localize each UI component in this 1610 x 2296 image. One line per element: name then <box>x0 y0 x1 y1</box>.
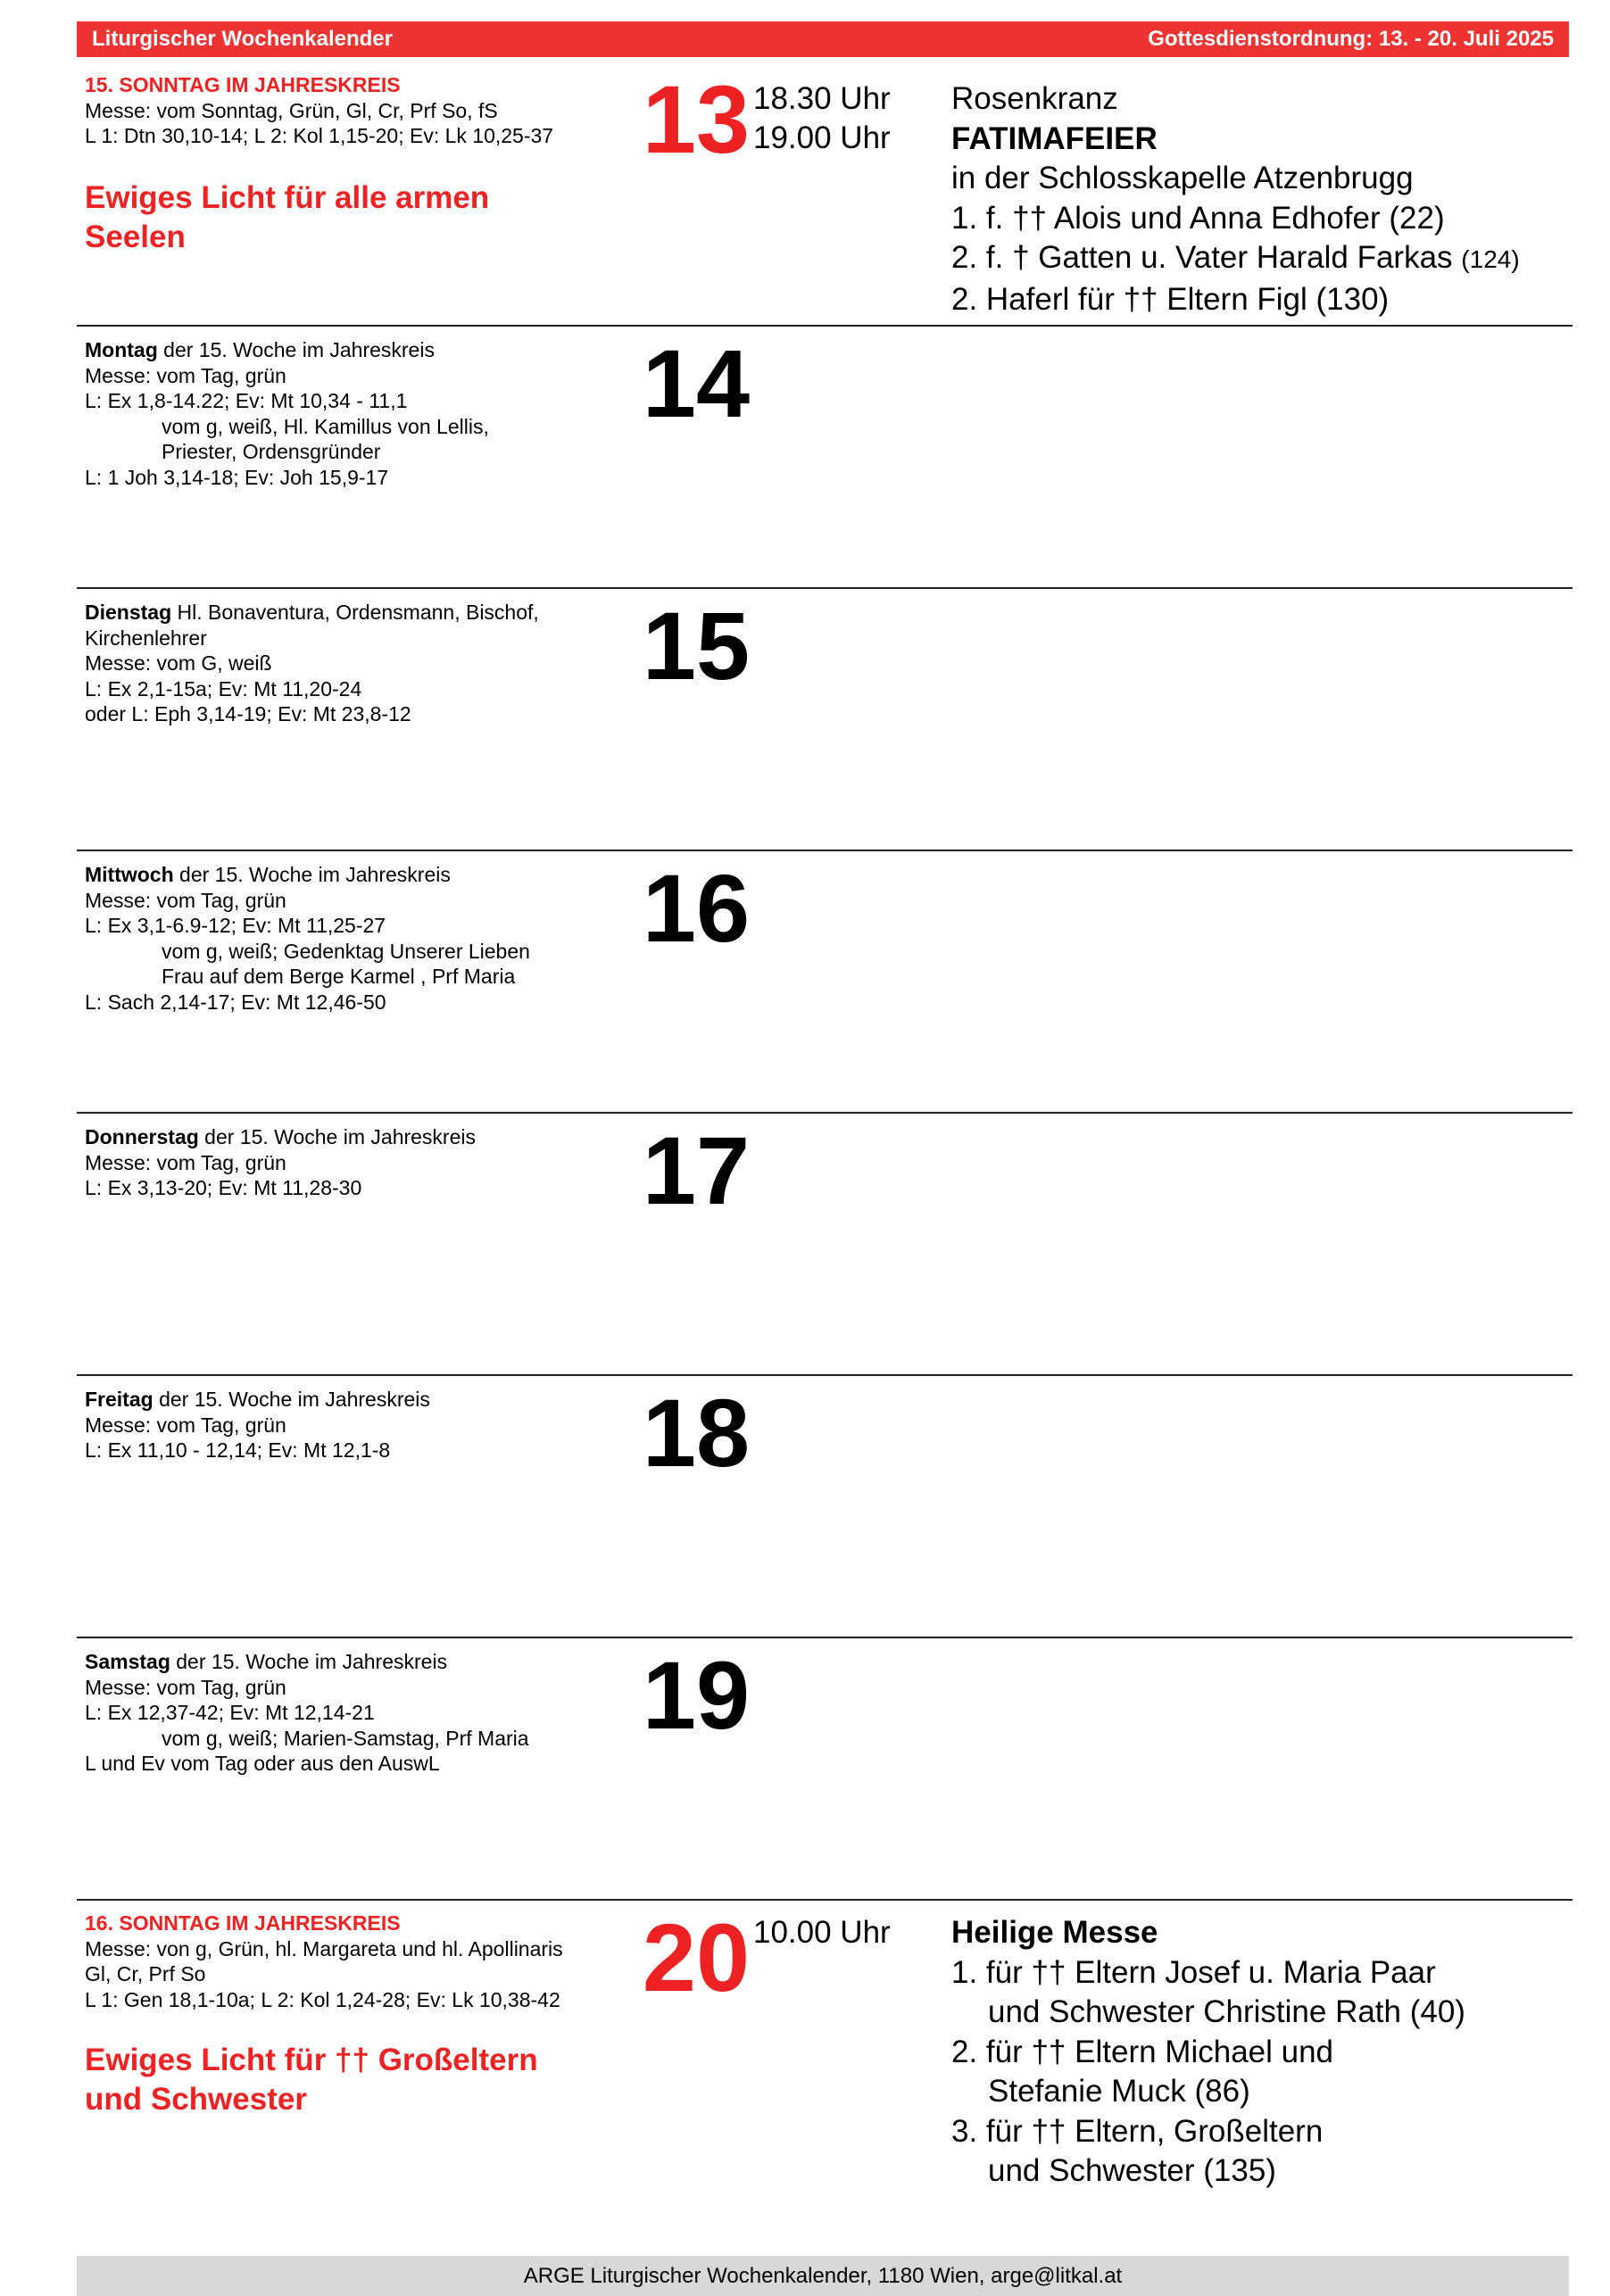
day-heading <box>85 600 602 626</box>
info-line: Frau auf dem Berge Karmel , Prf Maria <box>162 965 516 988</box>
eternal-light <box>85 2041 602 2119</box>
info-line: L: Ex 3,1-6.9-12; Ev: Mt 11,25-27 <box>85 914 386 937</box>
info-line: Gl, Cr, Prf So <box>85 1962 206 1985</box>
info-line: L: Ex 11,10 - 12,14; Ev: Mt 12,1-8 <box>85 1438 391 1462</box>
day-number: 18 <box>642 1379 751 1487</box>
info-line: Messe: vom Tag, grün <box>85 1675 286 1699</box>
info-line: Messe: von g, Grün, hl. Margareta und hl. Apollinaris <box>85 1936 563 1960</box>
info-line: L 1: Gen 18,1-10a; L 2: Kol 1,24-28; Ev: Lk 10,38-42 <box>85 1987 560 2011</box>
weekday: Freitag <box>85 1388 154 1411</box>
day-block-19 <box>77 1638 1573 1901</box>
day-info <box>85 1124 602 1201</box>
info-line: L: 1 Joh 3,14-18; Ev: Joh 15,9-17 <box>85 465 389 489</box>
info-line: L: Ex 3,13-20; Ev: Mt 11,28-30 <box>85 1176 362 1199</box>
day-number: 15 <box>642 592 751 700</box>
header-bar <box>77 21 1569 57</box>
day-info <box>85 1911 602 2119</box>
info-line: Messe: vom G, weiß <box>85 651 272 675</box>
day-info <box>85 862 602 1015</box>
service-item: und Schwester Christine Rath (40) <box>988 1994 1465 2029</box>
weekday: Samstag <box>85 1650 170 1673</box>
header-title: Liturgischer Wochenkalender <box>92 27 393 51</box>
day-info <box>85 337 602 490</box>
day-info <box>85 600 602 727</box>
weekday: Montag <box>85 338 158 361</box>
info-line: vom g, weiß, Hl. Kamillus von Lellis, <box>162 414 489 438</box>
day-number: 20 <box>642 1903 751 2011</box>
day-number: 13 <box>642 65 751 173</box>
footer-bar <box>77 2256 1569 2296</box>
day-heading-rest: der 15. Woche im Jahreskreis <box>170 1650 448 1673</box>
day-number: 14 <box>642 329 751 437</box>
day-block-13 <box>77 62 1573 327</box>
info-line: Kirchenlehrer <box>85 626 207 650</box>
eternal-light-line: Ewiges Licht für †† Großeltern <box>85 2043 538 2077</box>
info-line: L: Ex 1,8-14.22; Ev: Mt 10,34 - 11,1 <box>85 389 408 412</box>
service-item: und Schwester (135) <box>988 2153 1276 2188</box>
info-line: L: Sach 2,14-17; Ev: Mt 12,46-50 <box>85 990 386 1014</box>
service-time: 19.00 Uhr <box>753 120 891 155</box>
service-item: in der Schlosskapelle Atzenbrugg <box>951 161 1414 195</box>
weekday: Mittwoch <box>85 863 174 886</box>
day-number: 19 <box>642 1641 751 1749</box>
day-heading-rest: der 15. Woche im Jahreskreis <box>198 1125 476 1148</box>
day-heading-rest: der 15. Woche im Jahreskreis <box>157 338 435 361</box>
day-heading <box>85 862 602 888</box>
day-heading <box>85 1649 602 1675</box>
day-heading <box>85 1387 602 1413</box>
service-item: 1. f. †† Alois und Anna Edhofer (22) <box>951 200 1445 236</box>
eternal-light <box>85 178 602 257</box>
info-line: Priester, Ordensgründer <box>162 440 381 463</box>
service-item-number: (124) <box>1461 245 1520 273</box>
day-info <box>85 1387 602 1463</box>
service-item: Heilige Messe <box>951 1915 1158 1950</box>
service-item: 1. für †† Eltern Josef u. Maria Paar <box>951 1954 1436 1990</box>
service-times <box>753 79 891 158</box>
day-block-17 <box>77 1114 1573 1376</box>
service-item: 2. für †† Eltern Michael und <box>951 2034 1334 2069</box>
day-heading-rest: der 15. Woche im Jahreskreis <box>173 863 451 886</box>
service-item <box>951 238 1567 280</box>
day-heading-rest: Hl. Bonaventura, Ordensmann, Bischof, <box>171 601 539 624</box>
day-heading <box>85 337 602 363</box>
info-line: L: Ex 2,1-15a; Ev: Mt 11,20-24 <box>85 676 362 700</box>
day-info <box>85 1649 602 1777</box>
info-line: Messe: vom Tag, grün <box>85 1413 286 1437</box>
service-item: 3. für †† Eltern, Großeltern <box>951 2113 1324 2149</box>
info-line: L und Ev vom Tag oder aus den AuswL <box>85 1752 440 1775</box>
info-line: L: Ex 12,37-42; Ev: Mt 12,14-21 <box>85 1701 375 1724</box>
service-time: 18.30 Uhr <box>753 81 891 116</box>
info-line: Messe: vom Tag, grün <box>85 888 286 912</box>
day-block-20 <box>77 1901 1573 2256</box>
weekday: Donnerstag <box>85 1125 199 1148</box>
eternal-light-line: Seelen <box>85 219 186 254</box>
day-block-15 <box>77 589 1573 851</box>
info-line: L 1: Dtn 30,10-14; L 2: Kol 1,15-20; Ev: Lk 10,25-37 <box>85 124 554 147</box>
day-block-18 <box>77 1376 1573 1638</box>
service-list <box>951 1913 1567 2192</box>
service-times <box>753 1913 891 1952</box>
service-item-text: 2. f. † Gatten u. Vater Harald Farkas <box>951 240 1453 275</box>
eternal-light-line: Ewiges Licht für alle armen <box>85 179 490 215</box>
service-item: Stefanie Muck (86) <box>988 2074 1250 2109</box>
info-line: Messe: vom Sonntag, Grün, Gl, Cr, Prf So, fS <box>85 98 498 122</box>
day-block-16 <box>77 851 1573 1114</box>
day-info <box>85 72 602 257</box>
weekday: Dienstag <box>85 601 172 624</box>
day-title: 16. SONNTAG IM JAHRESKREIS <box>85 1911 401 1935</box>
footer-text: ARGE Liturgischer Wochenkalender, 1180 Wien, arge@litkal.at <box>523 2264 1123 2288</box>
day-number: 17 <box>642 1116 751 1224</box>
header-date-range: Gottesdienstordnung: 13. - 20. Juli 2025 <box>1148 27 1554 51</box>
service-time: 10.00 Uhr <box>753 1915 891 1950</box>
day-title: 15. SONNTAG IM JAHRESKREIS <box>85 73 401 96</box>
info-line: vom g, weiß; Marien-Samstag, Prf Maria <box>162 1726 529 1750</box>
service-list <box>951 79 1567 319</box>
service-item: 2. Haferl für †† Eltern Figl (130) <box>951 281 1390 317</box>
service-item: FATIMAFEIER <box>951 120 1158 156</box>
day-heading <box>85 1124 602 1150</box>
info-line: Messe: vom Tag, grün <box>85 1150 286 1174</box>
day-block-14 <box>77 327 1573 589</box>
info-line: oder L: Eph 3,14-19; Ev: Mt 23,8-12 <box>85 702 411 725</box>
day-heading-rest: der 15. Woche im Jahreskreis <box>153 1388 430 1411</box>
day-number: 16 <box>642 854 751 962</box>
eternal-light-line: und Schwester <box>85 2082 307 2117</box>
info-line: vom g, weiß; Gedenktag Unserer Lieben <box>162 939 530 963</box>
service-item: Rosenkranz <box>951 81 1118 116</box>
info-line: Messe: vom Tag, grün <box>85 363 286 387</box>
